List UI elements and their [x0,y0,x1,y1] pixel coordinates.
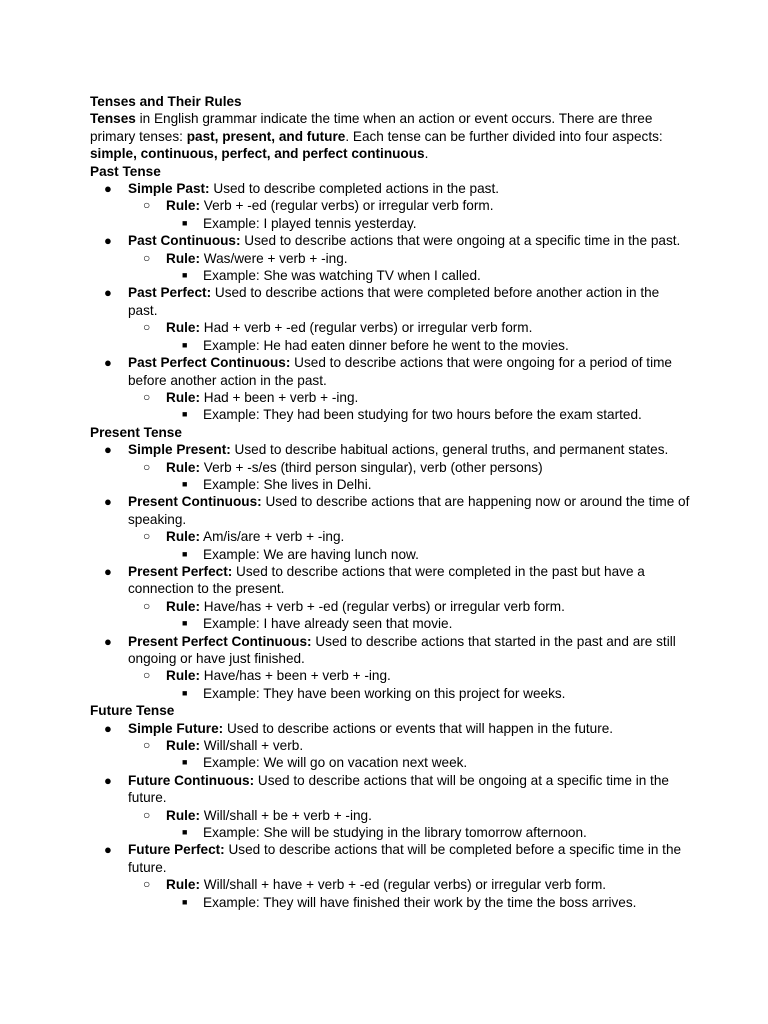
example-text: Example: She will be studying in the library tomorrow afternoon. [203,825,587,841]
rule-label: Rule: [166,198,200,214]
intro-bold-tenses: past, present, and future [186,128,346,144]
section-heading-past: Past Tense [90,163,161,179]
example-text: Example: She lives in Delhi. [203,476,372,492]
bullet-disc-icon: ● [104,355,112,371]
example-text: Example: They had been studying for two hours before the exam started. [203,407,642,423]
intro-term: Tenses [90,111,136,127]
rule-text: Had + verb + -ed (regular verbs) or irregular verb form. [199,320,533,336]
list-item [90,232,690,249]
bullet-disc-icon: ● [104,181,112,197]
rule-item [90,807,690,824]
rule-item [90,389,690,406]
item-name: Future Continuous: [128,772,255,788]
rule-label: Rule: [166,250,200,266]
bullet-disc-icon: ● [104,633,112,649]
item-description: Used to describe actions that were ongoing for a period of time before another action in the past. [128,355,672,388]
example-text: Example: They will have finished their work by the time the boss arrives. [203,894,637,910]
example-text: Example: We are having lunch now. [203,546,419,562]
item-name: Simple Present: [128,442,231,458]
rule-item [90,737,690,754]
rule-text: Have/has + verb + -ed (regular verbs) or irregular verb form. [199,598,565,614]
item-description: Used to describe actions that will be ongoing at a specific time in the future. [128,772,669,806]
item-name: Present Continuous: [128,494,262,510]
rule-text: Will/shall + be + verb + -ing. [199,807,372,823]
document-content [90,93,690,911]
bullet-square-icon: ■ [182,478,188,489]
bullet-circle-icon: ○ [143,250,151,265]
bullet-circle-icon: ○ [143,198,151,213]
bullet-square-icon: ■ [182,757,188,768]
list-item [90,180,690,197]
rule-item [90,667,690,684]
rule-item [90,459,690,476]
rule-item [90,528,690,545]
rule-item [90,250,690,267]
item-name: Simple Future: [128,720,224,736]
bullet-square-icon: ■ [182,548,188,559]
intro-text-2: . Each tense can be further divided into four aspects: [345,128,663,144]
section-heading-future: Future Tense [90,703,175,719]
example-item [90,215,690,232]
example-text: Example: She was watching TV when I called. [203,268,481,284]
future-tense-list [90,720,690,911]
item-description: Used to describe actions that are happening now or around the time of speaking. [128,494,690,527]
example-text: Example: I played tennis yesterday. [203,215,417,231]
rule-label: Rule: [166,598,200,614]
rule-text: Verb + -s/es (third person singular), verb (other persons) [199,459,543,475]
example-text: Example: He had eaten dinner before he went to the movies. [203,337,569,353]
rule-text: Have/has + been + verb + -ing. [199,668,391,684]
rule-item [90,876,690,893]
bullet-circle-icon: ○ [143,738,151,753]
example-item [90,546,690,563]
item-description: Used to describe actions that were completed before another action in the past. [128,285,660,318]
bullet-disc-icon: ● [104,494,112,510]
bullet-square-icon: ■ [182,687,188,698]
list-item [90,772,690,807]
rule-item [90,197,690,214]
rule-text: Was/were + verb + -ing. [199,250,348,266]
item-description: Used to describe actions that were completed in the past but have a connection to the present. [128,563,645,597]
bullet-circle-icon: ○ [143,320,151,335]
list-item [90,841,690,876]
list-item [90,563,690,598]
present-tense-list [90,441,690,702]
list-item [90,493,690,528]
rule-item [90,598,690,615]
example-text: Example: I have already seen that movie. [203,616,453,632]
rule-label: Rule: [166,459,200,475]
item-name: Past Perfect: [128,285,212,301]
bullet-circle-icon: ○ [143,877,151,892]
list-item [90,284,690,319]
example-item [90,267,690,284]
bullet-circle-icon: ○ [143,459,151,474]
item-name: Simple Past: [128,181,210,197]
list-item [90,720,690,737]
item-description: Used to describe habitual actions, general truths, and permanent states. [230,442,669,458]
list-item [90,633,690,668]
example-item [90,894,690,911]
bullet-square-icon: ■ [182,896,188,907]
item-description: Used to describe actions that started in the past and are still ongoing or have just finished. [128,633,676,666]
bullet-disc-icon: ● [104,442,112,458]
example-item [90,615,690,632]
item-name: Future Perfect: [128,842,225,858]
intro-text-1: in English grammar indicate the time when an action or event occurs. There are three primary tenses: [90,111,653,144]
bullet-disc-icon: ● [104,772,112,788]
item-description: Used to describe actions that were ongoing at a specific time in the past. [240,233,681,249]
bullet-circle-icon: ○ [143,598,151,613]
intro-paragraph [90,110,690,162]
bullet-circle-icon: ○ [143,807,151,822]
intro-text-3: . [424,146,429,162]
bullet-square-icon: ■ [182,409,188,420]
section-heading-present: Present Tense [90,424,182,440]
rule-label: Rule: [166,807,200,823]
example-item [90,406,690,423]
bullet-disc-icon: ● [104,720,112,736]
item-description: Used to describe actions that will be completed before a specific time in the future. [128,842,682,875]
item-description: Used to describe actions or events that will happen in the future. [223,720,614,736]
bullet-square-icon: ■ [182,270,188,281]
bullet-disc-icon: ● [104,233,112,249]
bullet-disc-icon: ● [104,563,112,579]
example-item [90,685,690,702]
rule-label: Rule: [166,320,200,336]
example-item [90,337,690,354]
rule-text: Will/shall + verb. [199,738,304,754]
rule-text: Am/is/are + verb + -ing. [199,529,345,545]
bullet-square-icon: ■ [182,827,188,838]
bullet-square-icon: ■ [182,339,188,350]
rule-text: Will/shall + have + verb + -ed (regular verbs) or irregular verb form. [199,877,607,893]
item-description: Used to describe completed actions in the past. [209,181,499,197]
example-text: Example: We will go on vacation next week. [203,755,468,771]
past-tense-list [90,180,690,424]
bullet-square-icon: ■ [182,618,188,629]
bullet-circle-icon: ○ [143,668,151,683]
rule-label: Rule: [166,529,200,545]
item-name: Present Perfect Continuous: [128,633,312,649]
example-item [90,824,690,841]
bullet-disc-icon: ● [104,285,112,301]
item-name: Past Perfect Continuous: [128,355,291,371]
bullet-square-icon: ■ [182,217,188,228]
example-text: Example: They have been working on this project for weeks. [203,685,566,701]
rule-label: Rule: [166,668,200,684]
item-name: Present Perfect: [128,563,233,579]
intro-bold-aspects: simple, continuous, perfect, and perfect continuous [90,146,425,162]
bullet-circle-icon: ○ [143,529,151,544]
example-item [90,754,690,771]
list-item [90,441,690,458]
rule-item [90,319,690,336]
example-item [90,476,690,493]
bullet-disc-icon: ● [104,842,112,858]
rule-text: Had + been + verb + -ing. [199,389,359,405]
rule-text: Verb + -ed (regular verbs) or irregular verb form. [199,198,494,214]
item-name: Past Continuous: [128,233,241,249]
list-item [90,354,690,389]
rule-label: Rule: [166,389,200,405]
bullet-circle-icon: ○ [143,389,151,404]
document-title: Tenses and Their Rules [90,94,242,109]
rule-label: Rule: [166,738,200,754]
rule-label: Rule: [166,877,200,893]
